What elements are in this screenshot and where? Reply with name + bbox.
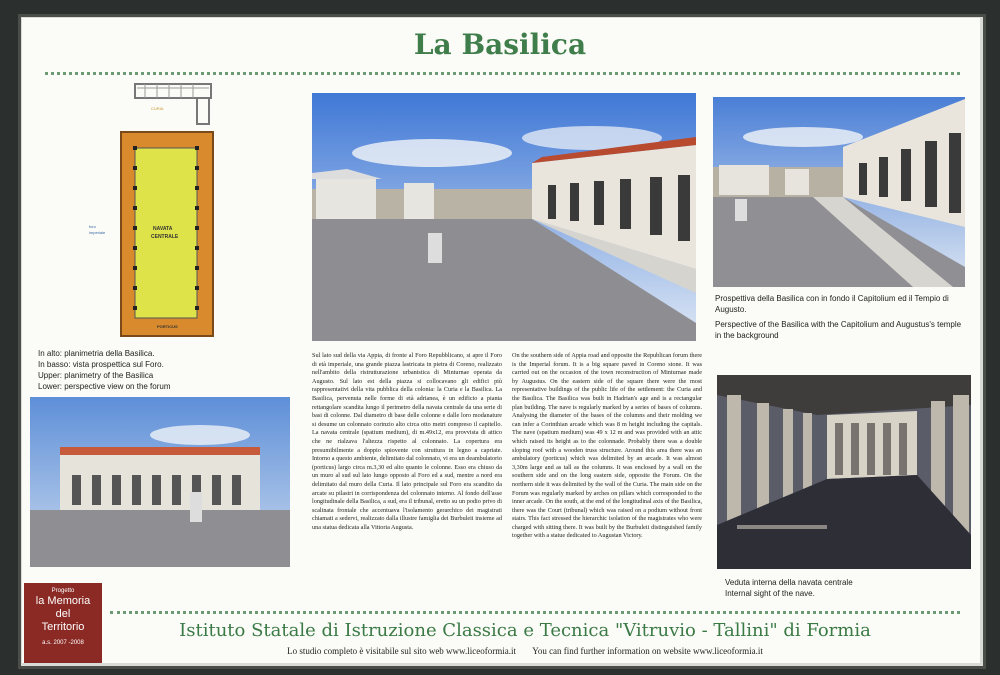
navata-centrale [135, 148, 197, 318]
plan-caption-line: In alto: planimetria della Basilica. [38, 349, 155, 358]
website-note-italian: Lo studio completo è visitabile sul sito web www.liceoformia.it [287, 646, 516, 656]
basilica-planimetry [85, 80, 225, 340]
plan-caption-line: Lower: perspective view on the forum [38, 382, 171, 391]
memoria-territorio-badge [24, 583, 102, 663]
imperiale-label: imperiale [89, 230, 106, 235]
website-note-english: You can find further information on website www.liceoformia.it [532, 646, 763, 656]
bottom-right-caption [725, 577, 965, 599]
badge-date: a.s. 2007 -2008 [42, 640, 84, 646]
porticus-label: PORTICUS [157, 324, 178, 329]
website-note [145, 646, 905, 656]
basilica-capitolium-perspective-image [713, 97, 965, 287]
top-dotted-divider [45, 72, 960, 75]
description-italian: Sul lato sud della via Appia, di fronte al Foro Repubblicano, si apre il Foro di età imperiale, una grande piazza lastricata in pietra di Coreno, realizzato nell'ambito della ristrutturazione urbanistica di Minturnae operata da Augusto. Sul lato est della piazza si collocavano gli edifici più rappresentativi della vita pubblica della colonia: la Curia e la Basilica. La Basilica, pervenuta nelle forme di età adrianea, è un edificio a pianta rettangolare scandita lungo il perimetro della navata centrale da una serie di basi di colonne. Dal diametro di base delle colonne e dalle loro modanature si desume un colonnato corinzio alto circa otto metri compreso il capitello. La navata centrale (spatium medium), di m.49x12, era provvista di attico che ne rialzava l'altezza rispetto al colonnato. La copertura era presumibilmente a doppio spiovente con struttura in legno a capriate. Intorno a questo ambiente, delimitato dal colonnato, vi era un deambulatorio (porticus) largo circa m.3,30 ed alto quanto le colonne. Esso era chiuso da un muro al sud sul lato lungo opposto al Foro ed a sud, mentre a nord era delimitato dal muro della Curia. Il lato principale sul Foro era scandito da arcate su pilastri in corrispondenza del colonnato interno. Al fondo dell'asse longitudinale della Basilica, a sud, era il tribunal, eretto su un podio privo di scalinata frontale che accentuava l'isolamento gerarchico dei magistrati chiamati a sedervi, realizzato dalla illustre famiglia dei Burbuleii insieme ad una statua dedicata alla Vittoria Augusta. [312, 352, 502, 531]
page-title: La Basilica [413, 28, 587, 61]
caption-english: Internal sight of the nave. [725, 589, 815, 598]
plan-caption [38, 348, 268, 392]
institute-name: Istituto Statale di Istruzione Classica e Tecnica "Vitruvio - Tallini" di Formia [179, 620, 871, 641]
badge-project-label: Progetto [51, 588, 75, 594]
forum-perspective-image [30, 397, 290, 567]
description-english: On the southern side of Appia road and opposite the Republican forum there is the Imperial forum. It is a big square paved in Coreno stone. It was carried out on the occasion of the town reconstruction of Minturnae made by Augustus. On the eastern side of the square there were the most representative buildings of the public life of the settlement: the Curia and the Basilica. The Basilica was built in Hadrian's age and is a rectangular plan building. The nave is regularly marked by a series of bases of columns. Analysing the diameter of the bases of the columns and their molding we can infer a Corinthian arcade which was 8 m height including the capitals. The nave (spatium medium) was 49 x 12 m and was provided with an attic which raised its height as to the colonnade. Probably there was a double sloping roof with a wooden truss structure. Around this area there was an ambulatory (porticus) which was delimited by an arcade. It was almost 3,30m large and as tall as the columns. It was enclosed by a wall on the southern side and on the long eastern side, opposite the Forum. On the northern side it was delimited by the wall of the Curia. The main side on the Forum was regularly marked by arches on pillars which corresponded to the inner arcade. On the south, at the end of the longitudinal axis of the Basilica, there was the Court (tribunal) which was raised on a podium without front stairs. This fact stressed the hierarchic isolation of the magistrates who were charged with sitting there. It was built by the Burbuleii distinguished family together with a statue dedicated to Augustan Victory. [512, 352, 702, 540]
bottom-dotted-divider [110, 611, 960, 614]
badge-line: del [55, 608, 71, 620]
plan-caption-line: Upper: planimetry of the Basilica [38, 371, 154, 380]
basilica-forum-view-image [312, 93, 696, 341]
curia-plan [135, 84, 211, 124]
centrale-label: CENTRALE [151, 234, 179, 240]
caption-italian: Veduta interna della navata centrale [725, 578, 853, 587]
curia-label: CURIA [151, 106, 164, 111]
plan-caption-line: In basso: vista prospettica sul Foro. [38, 360, 164, 369]
badge-line: la Memoria [35, 595, 91, 607]
navata-label: NAVATA [153, 226, 173, 232]
foro-label: foro [89, 224, 96, 229]
caption-italian: Prospettiva della Basilica con in fondo il Capitolium ed il Tempio di Augusto. [715, 294, 949, 314]
top-right-caption [715, 293, 965, 341]
interior-nave-image [717, 375, 971, 569]
badge-line: Territorio [41, 621, 85, 633]
caption-english: Perspective of the Basilica with the Capitolium and Augustus's temple in the background [715, 320, 962, 340]
